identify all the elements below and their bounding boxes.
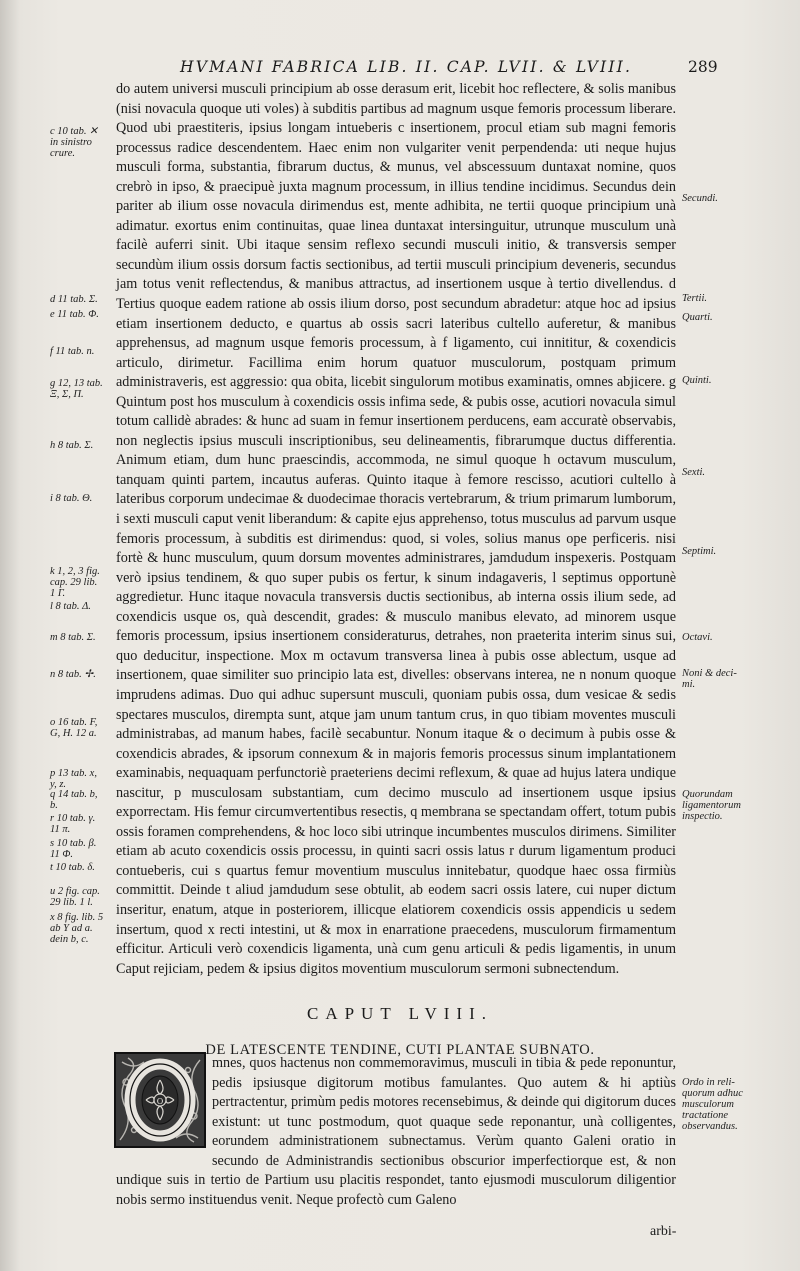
- margin-note-right: Secundi.: [682, 193, 718, 204]
- margin-note-left: k 1, 2, 3 fig. cap. 29 lib. 1 Γ.: [50, 566, 100, 599]
- margin-note-right: Sexti.: [682, 467, 706, 478]
- margin-note-right: Septimi.: [682, 546, 717, 557]
- margin-note-left: i 8 tab. Θ.: [50, 493, 93, 504]
- margin-note-right: Noni & deci- mi.: [682, 668, 737, 690]
- margin-note-right: Tertii.: [682, 293, 707, 304]
- margin-note-left: l 8 tab. Δ.: [50, 601, 91, 612]
- margin-note-right: Ordo in reli- quorum adhuc musculorum tractatione observandus.: [682, 1077, 743, 1132]
- page-number: 289: [688, 58, 718, 76]
- margin-note-left: m 8 tab. Σ.: [50, 632, 96, 643]
- margin-note-left: c 10 tab. ✕ in sinistro crure.: [50, 126, 98, 159]
- chapter-title: CAPUT LVIII.: [306, 1004, 493, 1023]
- margin-note-left: h 8 tab. Σ.: [50, 440, 94, 451]
- margin-note-right: Quarti.: [682, 312, 713, 323]
- margin-note-left: x 8 fig. lib. 5 ab Y ad a. dein b, c.: [50, 912, 104, 945]
- chapter-intro: [116, 1054, 676, 1210]
- chapter-subtitle: DE LATESCENTE TENDINE, CUTI PLANTAE SUBNATO.: [205, 1042, 595, 1058]
- margin-note-left: e 11 tab. Φ.: [50, 309, 99, 320]
- margin-note-left: u 2 fig. cap. 29 lib. 1 l.: [50, 886, 100, 908]
- margin-note-left: t 10 tab. δ.: [50, 862, 95, 873]
- margin-note-left: s 10 tab. β. 11 Φ.: [50, 838, 97, 860]
- margin-note-left: g 12, 13 tab. Ξ, Σ, Π.: [50, 378, 103, 400]
- main-paragraph: do autem universi musculi principium ab osse derasum erit, licebit hoc reflectere, & solis manibus (nisi novacula quoque uti voles) à subditis partibus ad magnum usque femoris processum liberare. Quod ubi praestiteris, ipsius longam intueberis c insertionem, procul etiam sub magni femoris processus radice descendentem. Haec enim non vulgariter venit perpendenda: uti neque hujus musculi forma, substantia, fibrarum ductus, & munus, vel abscessuum duntaxat nomine, quos crebrò in ipso, & praecipuè juxta magnum processum, in illius tendine incidimus. Secundus dein pariter ab ilium osse novacula dirimendus est, mente adhibita, ne tertii quoque principium unà adimatur. exortus enim continuitas, quae linea duntaxat intersinguitur, utrunque musculum unà facilè auferri sinit. Ubi itaque sensim reflexo secundi musculi initio, & transversis semper secundùm ilium ossis dorsum factis sectionibus, ad tertii musculi principium deveneris, secundus jam totus venit reflectendus, & manibus attractus, ad insertionem usque à tertio divellendus. d Tertius quoque eadem ratione ab ossis ilium dorso, post secundum abradetur: atque hoc ad ipsius etiam insertionem deducto, e quartus ab ossis sacri lateribus cultello auferetur, & manibus apprehensus, ad magnum usque femoris processum, à f ligamento, cui innititur, & coxendicis articulo, dirimetur. Facillima enim horum quatuor musculorum, postquam primum administraveris, est aggressio: qua obita, licebit singulorum motibus examinatis, omnes abjicere. g Quintum post hos musculum à coxendicis ossis infima sede, & pubis osse, acutiori novacula simul totum callidè abrades: & hunc ad suam in femur insertionem perducens, eam accuratè observabis, non neglectis ipsius musculi inscriptionibus, seu delineamentis, fibrarumque ductus differentia. Animum etiam, dum hunc praescindis, accommoda, ne simul quoque h octavum musculum, tanquam quinti partem, incautus auferas. Quinto itaque à femore rescisso, acutiori cultello à lateribus corporum undecimae & duodecimae thoracis vertebrarum, & trium primarum lumborum, i sexti musculi caput venit liberandum: & capite ejus apprehenso, totus musculus ad parvum usque femoris processum, à subditis est dirimendus: quod, si voles, solius manus ope perficeris. nisi fortè & hunc musculum, quum dorsum moventes administrares, jamdudum inspexeris. Postquam verò ipsius tendinem, & quo super pubis os fertur, k sinum indagaveris, l septimus opportunè aggredietur. Hunc itaque novacula transversis ductis sectionibus, ab interna ossis ilium sede, ad coxendicis usque os, quà descendit, grades: & musculo manibus elevato, ad minorem usque femoris processum, ipsius insertionem consideraturus, detrahes, non praeterita interim sinus sui, quo deducitur, inspectione. Mox m octavum transversa linea à pubis osse ablectum, usque ad insertionem, quae similiter suo principio lata est, divelles: observans interea, ne n nonum quoque imprudens adimas. Duo qui adhuc supersunt musculi, quoniam pubis ossa, dum vesicae & sedis spectares musculos, dirempta sunt, atque jam unum tantum crus, in quo tibiam moventes musculi administrabas, ad manum habes, facilè secabuntur. Nonum itaque & o decimum à pubis osse & coxendicis abrades, & ipsorum connexum & in majoris femoris processus sinum implantationem examinabis, nequaquam perfunctoriè praeteriens decimi reflexum, & quae ad hujus latera undique nascitur, p musculosam substantiam, cum decimo musculo ad insertionem usque ipsius exporrectam. His femur circumvertentibus resectis, q membrana se spectandam offert, totum pubis ossis foramen comprehendens, & hoc loco sibi utrinque incumbentes musculos dirimens. Similiter etiam ab acuto coxendicis ossis processu, in quinti sacri ossis latus r durum ligamentum produci contueberis, cui s quartus femur moventium musculus innitebatur, quodque haec ossa firmiùs committit. Deinde t aliud jamdudum sese obtulit, ab eodem sacri ossis latere, cui nuper dictum inseritur, enatum, atque in posteriorem, illicque elatiorem coxendicis ossis appendicis u sedem insertum, quod x recti intestini, ut & mox in enarratione praecedens, musculorum firmamentum efficitur. Articuli verò coxendicis ligamenta, unà cum genu articuli & pedis ligamentis, in unum Caput rejiciam, pedem & ipsius digitos moventium musculorum sermoni subnectendum.: [116, 81, 676, 977]
- margin-note-left: p 13 tab. x, y, z.: [50, 768, 97, 790]
- margin-note-right: Octavi.: [682, 632, 713, 643]
- page-header: [0, 58, 800, 80]
- margin-note-right: Quinti.: [682, 375, 712, 386]
- margin-note-left: q 14 tab. b, b.: [50, 789, 98, 811]
- catchword: arbi-: [650, 1224, 677, 1239]
- margin-note-left: r 10 tab. γ. 11 π.: [50, 813, 96, 835]
- margin-note-left: o 16 tab. F, G, H. 12 a.: [50, 717, 98, 739]
- running-title: HVMANI FABRICA LIB. II. CAP. LVII. & LVIII.: [180, 58, 633, 76]
- chapter-intro-text: mnes, quos hactenus non commemoravimus, musculi in tibia & pede reponuntur, pedis ipsiusque digitorum motibus famulantes. Quo autem & hi aptiùs pertractentur, primùm pedis motores recensebimus, & deinde qui digitorum duces existunt: ut tunc postmodum, quot quaque sede reponantur, unà colligentes, eorundem administrationem subnectamus. Verùm quanto Galeni oratio in secundo de Administrandis sectionibus obscurior imperfectiorque est, & non undique suis in tertio de Partium usu placitis respondet, tanto ejusmodi musculorum diligentior nobis sermo instituendus venit. Neque profectò cum Galeno: [116, 1055, 676, 1208]
- main-text-column: [116, 80, 676, 979]
- initial-letter: O: [156, 1097, 164, 1106]
- margin-note-right: Quorundam ligamentorum inspectio.: [682, 789, 741, 822]
- margin-note-left: f 11 tab. n.: [50, 346, 95, 357]
- margin-note-left: n 8 tab. ✢.: [50, 669, 96, 680]
- margin-note-left: d 11 tab. Σ.: [50, 294, 98, 305]
